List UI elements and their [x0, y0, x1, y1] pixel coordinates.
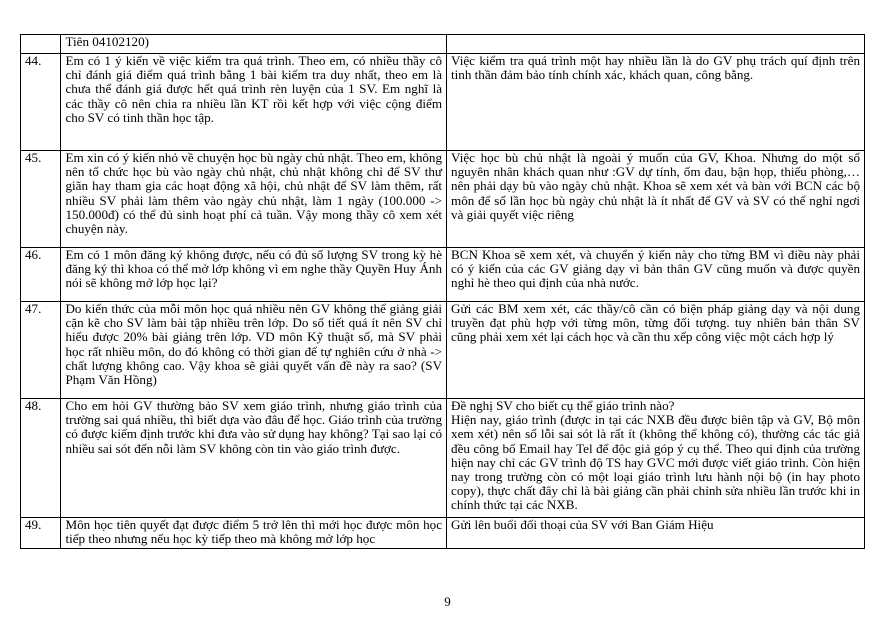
- answer-text: Gửi các BM xem xét, các thầy/cô cần có biện pháp giảng dạy và nội dung truyền đạt phù hợp với từng môn, từng đối tượng. tuy nhiên bản thân SV cũng phải xem xét lại cách học và cần thu xếp công việc một cách hợp lý: [451, 301, 860, 345]
- answer-text: Gửi lên buổi đối thoại của SV với Ban Giám Hiệu: [451, 517, 714, 532]
- table-row: [21, 302, 865, 399]
- question-cell: [61, 35, 447, 54]
- table-row: [21, 35, 865, 54]
- answer-cell: [447, 248, 865, 302]
- row-number: 49.: [21, 518, 61, 549]
- row-number: 44.: [21, 54, 61, 151]
- row-number: 45.: [21, 151, 61, 248]
- answer-text: Đề nghị SV cho biết cụ thể giáo trình nào? Hiện nay, giáo trình (được in tại các NXB đều được biên tập và GV, Bộ môn xem xét) nên số lỗi sai sót là rất ít (không thể không có), thường các tác giả đều công bố Email hay Tel để độc giả góp ý cụ thể. Theo qui định của trường hiện nay chỉ các GV trình độ TS hay GVC mới được viết giáo trình. Còn hiện nay trong trường còn có một loại giáo trình lưu hành nội bộ (in hay photo copy), thực chất đây chỉ là bài giảng cần phải chỉnh sửa nhiều lần trước khi in chính thức tại các NXB.: [451, 398, 860, 513]
- question-text: Do kiến thức của mỗi môn học quá nhiều nên GV không thể giảng giải cặn kẽ cho SV làm bài tập nhiều trên lớp. Do số tiết quá ít nên SV chỉ hiểu được 20% bài giảng trên lớp. VD môn Kỹ thuật số, mà SV phải học rất nhiều môn, do đó không có thời gian để tự nghiên cứu ở nhà -> chất lượng không cao. Vậy khoa sẽ giải quyết vấn đề này ra sao? (SV Phạm Văn Hồng): [65, 301, 443, 388]
- qa-table: [20, 34, 865, 549]
- row-number: [21, 35, 61, 54]
- question-cell: [61, 151, 447, 248]
- question-cell: [61, 399, 447, 518]
- answer-cell: [447, 54, 865, 151]
- table-row: [21, 518, 865, 549]
- question-text: Em có 1 môn đăng ký không được, nếu có đủ số lượng SV trong kỳ hè đăng ký thì khoa có thể mở lớp không vì em nghe thầy Quyền Huy Ánh nói sẽ không mở lớp học lại?: [65, 247, 443, 291]
- answer-cell: [447, 302, 865, 399]
- answer-text: Việc kiểm tra quá trình một hay nhiều lần là do GV phụ trách quí định trên tinh thần đảm bảo tính chính xác, khách quan, công bằng.: [451, 53, 860, 83]
- question-text: Tiên 04102120): [65, 34, 150, 49]
- answer-text: Việc học bù chủ nhật là ngoài ý muốn của GV, Khoa. Nhưng do một số nguyên nhân khách quan như :GV dự tính, ốm đau, bận họp, thiếu phòng,…nên phải dạy bù vào ngày chủ nhật. Khoa sẽ xem xét và bàn với BCN các bộ môn để số lần học bù ngày chủ nhật là ít nhất để GV và SV có thể nghỉ ngơi và giải quyết việc riêng: [451, 150, 860, 222]
- question-text: Em có 1 ý kiến về việc kiểm tra quá trình. Theo em, có nhiều thầy cô chỉ đánh giá điểm quá trình bằng 1 bài kiểm tra duy nhất, theo em là chưa thể đánh giá được hết quá trình rèn luyện của 1 SV. Em nghĩ là các thầy cô nên chia ra nhiều lần KT rồi kết hợp với việc cộng điểm cho SV có tinh thần học tập.: [65, 53, 443, 125]
- answer-cell: [447, 151, 865, 248]
- row-number: 46.: [21, 248, 61, 302]
- table-row: [21, 399, 865, 518]
- question-text: Em xin có ý kiến nhỏ về chuyện học bù ngày chủ nhật. Theo em, không nên tổ chức học bù vào ngày chủ nhật, chủ nhật không chỉ để SV thư giãn hay tham gia các hoạt động xã hội, chủ nhật để SV làm thêm, rất nhiều SV phải làm thêm vào ngày chủ nhật, làm 1 ngày (100.000 -> 150.000đ) có thể đủ sinh hoạt phí cả tuần. Vậy mong thầy cô xem xét chuyện này.: [65, 150, 443, 237]
- question-cell: [61, 248, 447, 302]
- table-row: [21, 54, 865, 151]
- question-text: Cho em hỏi GV thường bảo SV xem giáo trình, nhưng giáo trình của trường sai quá nhiều, thì biết dựa vào đâu để học. Giáo trình của trường có được kiểm định trước khi đưa vào sử dụng hay không? Tại sao lại có nhiều sai sót đến nỗi làm SV không còn tin vào giáo trình được.: [65, 398, 443, 456]
- question-text: Môn học tiên quyết đạt được điểm 5 trở lên thì mới học được môn học tiếp theo nhưng nếu học kỳ tiếp theo mà không mở lớp học: [65, 517, 443, 547]
- page-number: 9: [444, 594, 451, 609]
- question-cell: [61, 518, 447, 549]
- question-cell: [61, 54, 447, 151]
- answer-cell: [447, 518, 865, 549]
- row-number: 48.: [21, 399, 61, 518]
- answer-text: BCN Khoa sẽ xem xét, và chuyển ý kiến này cho từng BM vì điều này phải có ý kiến của các GV giảng dạy vì bản thân GV cũng muốn và được quyền nghỉ hè theo qui định của nhà nước.: [451, 247, 860, 291]
- table-row: [21, 151, 865, 248]
- row-number: 47.: [21, 302, 61, 399]
- answer-cell: [447, 35, 865, 54]
- question-cell: [61, 302, 447, 399]
- answer-cell: [447, 399, 865, 518]
- table-row: [21, 248, 865, 302]
